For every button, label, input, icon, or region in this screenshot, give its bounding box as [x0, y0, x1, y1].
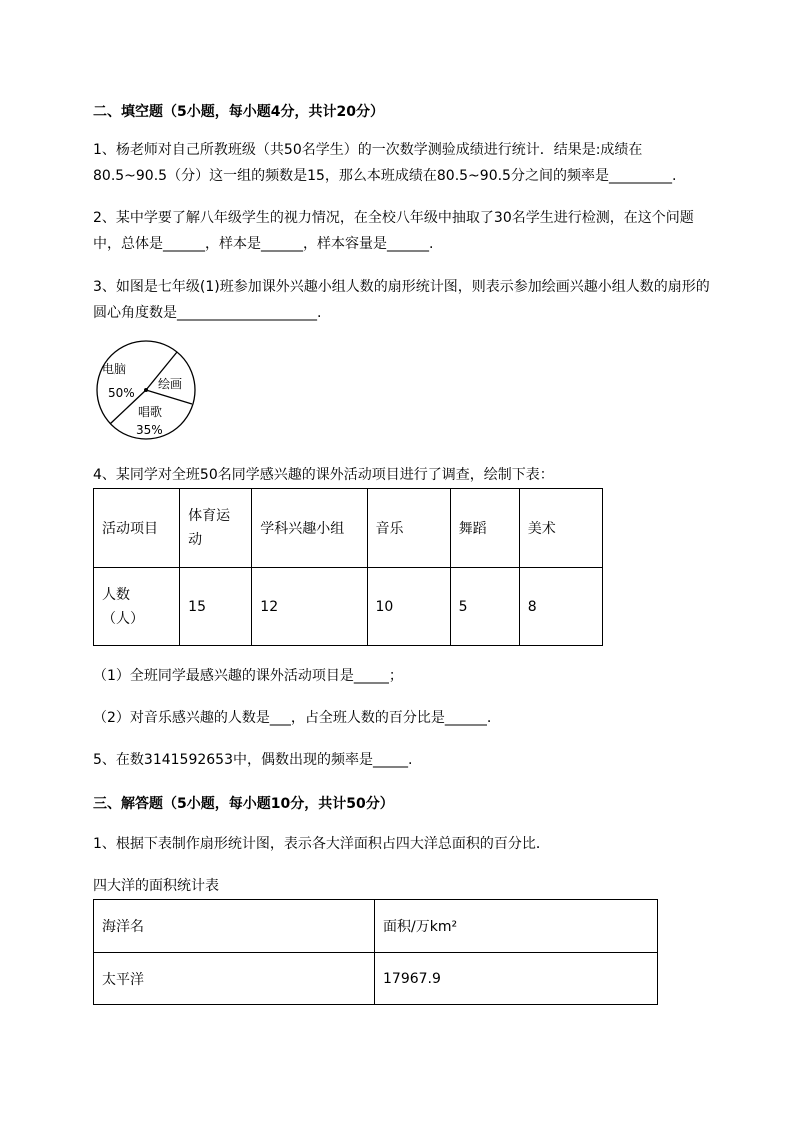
ocean-table-header-row: [94, 900, 658, 953]
activity-table-row-header: [94, 489, 603, 568]
q4-sub2: （2）对音乐感兴趣的人数是___，占全班人数的百分比是______.: [93, 710, 492, 726]
activity-table-cell: 音乐: [367, 489, 450, 568]
activity-table-cell: 8: [519, 568, 602, 646]
q2-line2: 中，总体是______，样本是______，样本容量是______.: [93, 236, 434, 252]
pie-figure: [93, 337, 203, 447]
ocean-table-cell: 太平洋: [94, 953, 375, 1005]
pie-pct-computer: 50%: [108, 386, 135, 400]
activity-table-cell: 体育运动: [180, 489, 252, 568]
activity-table-cell: 学科兴趣小组: [252, 489, 367, 568]
ocean-table-header-cell: 海洋名: [94, 900, 375, 953]
activity-table-cell: 5: [450, 568, 519, 646]
activity-table-row-label: [94, 568, 180, 646]
activity-table-cell: 15: [180, 568, 252, 646]
activity-table: [93, 488, 603, 646]
row-label-line2: （人）: [102, 610, 144, 627]
activity-table-row-count: [94, 568, 603, 646]
activity-table-cell: 10: [367, 568, 450, 646]
pie-label-painting: 绘画: [158, 377, 183, 391]
pie-label-singing: 唱歌: [138, 405, 163, 419]
q4-sub1: （1）全班同学最感兴趣的课外活动项目是_____；: [93, 668, 403, 684]
pie-pct-singing: 35%: [136, 423, 163, 437]
ocean-table: [93, 899, 658, 1005]
activity-table-cell: 12: [252, 568, 367, 646]
section2-heading: 二、填空题（5小题，每小题4分，共计20分）: [93, 104, 384, 120]
row-label-line1: 人数: [102, 586, 130, 603]
q3-line2: 圆心角度数是____________________.: [93, 305, 322, 321]
activity-table-cell: 活动项目: [94, 489, 180, 568]
q2-line1: 2、某中学要了解八年级学生的视力情况，在全校八年级中抽取了30名学生进行检测，在这个问题: [93, 210, 694, 226]
q5: 5、在数3141592653中，偶数出现的频率是_____.: [93, 752, 413, 768]
pie-label-computer: 电脑: [102, 362, 127, 376]
pie-center-dot: [144, 388, 148, 392]
ocean-table-title: 四大洋的面积统计表: [93, 878, 219, 894]
section3-heading: 三、解答题（5小题，每小题10分，共计50分）: [93, 796, 394, 812]
q4-intro: 4、某同学对全班50名同学感兴趣的课外活动项目进行了调查，绘制下表：: [93, 467, 554, 483]
ocean-table-header-cell: 面积/万km²: [375, 900, 658, 953]
activity-table-cell: 舞蹈: [450, 489, 519, 568]
ocean-table-row: [94, 953, 658, 1005]
q3-line1: 3、如图是七年级(1)班参加课外兴趣小组人数的扇形统计图，则表示参加绘画兴趣小组人数的扇形的: [93, 279, 710, 295]
q1-line2: 80.5~90.5（分）这一组的频数是15，那么本班成绩在80.5~90.5分之间的频率是_________.: [93, 168, 677, 184]
ocean-table-cell: 17967.9: [375, 953, 658, 1005]
section3-q1: 1、根据下表制作扇形统计图，表示各大洋面积占四大洋总面积的百分比．: [93, 836, 550, 852]
q1-line1: 1、杨老师对自己所教班级（共50名学生）的一次数学测验成绩进行统计．结果是:成绩在: [93, 142, 643, 158]
activity-table-cell: 美术: [519, 489, 602, 568]
